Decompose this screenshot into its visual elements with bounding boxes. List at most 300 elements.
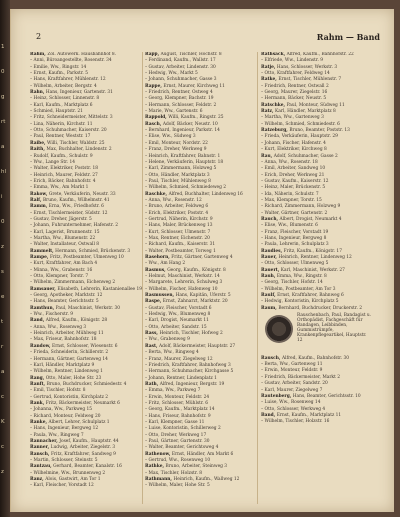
entry-details: – Minna, Ww., Grabenstr. 16	[30, 267, 93, 273]
entry-details: Paul, Maschinist, Werkstr. 30	[55, 305, 120, 311]
margin-mark: 1	[1, 44, 5, 50]
directory-entry	[30, 84, 143, 89]
entry-details: – Walter, Gärtner, Gartenstr. 2	[261, 210, 328, 216]
entry-details: – Anna, Ww., Rosenstr. 12	[145, 197, 202, 203]
entry-details: Josef, Kaufm., Hauptstr. 44	[59, 438, 119, 444]
directory-entry	[30, 344, 143, 349]
entry-details: Paul, Monteur, Südweg 11	[286, 102, 345, 108]
directory-entry	[145, 109, 258, 114]
entry-surname: Raith,	[30, 147, 47, 153]
directory-entry	[145, 166, 258, 171]
entry-surname: Rampe,	[30, 255, 50, 260]
entry-details: – Berta, Ww., Ringweg 4	[145, 350, 199, 356]
entry-details: – Heinrich, Arbeiter, Mühlweg 11	[30, 331, 104, 337]
entry-surname: Ramsauer,	[30, 286, 58, 292]
directory-entry	[30, 115, 143, 120]
entry-details: – Martin, Schlosser, Steinstr. 5	[30, 458, 98, 463]
directory-entry	[145, 204, 258, 209]
entry-details: Ernst, Zahnarzt, Marktstr. 20	[162, 299, 228, 305]
entry-details: – Wilhelm, Tischler, Holzstr. 16	[261, 419, 330, 425]
entry-details: – Frieda, Verkäuferin, Hauptstr. 29	[261, 134, 338, 140]
margin-mark: 0	[1, 69, 5, 75]
entry-details: – Hans, Maler, Brückenweg 13	[145, 223, 213, 229]
entry-surname: Ramthun,	[30, 305, 56, 311]
entry-details: – Karl, Händler, Marktplatz 9	[30, 362, 95, 368]
entry-details: – Hans, Ingenieur, Bergweg 8	[261, 235, 327, 241]
directory-entry	[30, 274, 143, 279]
entry-details: – Karl, Klempner, Gasse 11	[145, 419, 205, 425]
directory-entry	[261, 407, 376, 412]
directory-entry	[30, 439, 143, 444]
directory-entry	[30, 331, 143, 336]
entry-details: – Erwin, Monteur, Feldstr. 24	[145, 394, 210, 400]
directory-entry	[30, 147, 143, 152]
directory-entry	[145, 306, 258, 311]
entry-details: Adolf, Bäcker, Neustr. 10	[162, 121, 218, 127]
margin-mark: i	[1, 194, 3, 200]
page-number: 2	[36, 32, 42, 41]
entry-details: Willi, Kaufm., Ringstr. 25	[168, 115, 224, 121]
entry-details: – Emil, Tischler, Hofstr. 8	[30, 388, 86, 394]
entry-details: – Richard, Kaufm., Kaiserstr. 31	[145, 242, 216, 248]
entry-surname: Rauch,	[261, 216, 280, 222]
directory-entry	[30, 452, 143, 457]
entry-details: Adolf, Schuhmacher, Gasse 2	[273, 153, 338, 159]
directory-entry	[261, 122, 376, 127]
entry-details: – Walter, Elektriker, Poststr. 18	[30, 166, 99, 172]
entry-details: – Gertrud, Kontoristin, Kirchplatz 2	[30, 394, 109, 400]
directory-entry	[145, 71, 258, 76]
entry-details: – Hedwig, Ww., Markt 5	[145, 71, 198, 77]
entry-details: Ludwig, Arbeiter, Ziegelstr. 3	[50, 445, 116, 451]
entry-details: – Emma, Ww., Am Markt 1	[30, 185, 89, 191]
entry-details: – Gustav, Arbeiter, Sandstr. 20	[261, 381, 328, 387]
margin-mark: e	[1, 294, 5, 300]
margin-mark: 0	[1, 219, 5, 225]
entry-details: – Wilhelm, Rentner, Lindenweg 1	[30, 369, 103, 375]
directory-entry	[145, 376, 258, 381]
entry-surname: Rasmussen,	[145, 293, 176, 299]
entry-details: – Helene, Verkäuferin, Hauptstr. 18	[145, 159, 224, 165]
margin-mark: hl	[1, 169, 7, 175]
directory-entry	[30, 318, 143, 323]
entry-details: Hans, Beamter, Gerichtsstr. 10	[292, 393, 361, 399]
entry-details: – Franz, Maurer, Ziegelweg 12	[145, 356, 213, 362]
entry-surname: Rast,	[145, 343, 160, 349]
entry-details: – Otto, Schuhmacher, Kaiserstr. 20	[30, 128, 107, 134]
margin-mark: z	[1, 244, 4, 250]
entry-details: – Ida, Näherin, Schulstr. 7	[261, 191, 319, 197]
directory-entry	[261, 147, 376, 152]
directory-entry	[30, 154, 143, 159]
entry-details: – Walter, Postbeamter, Torweg 1	[145, 248, 216, 254]
directory-entry	[30, 198, 143, 203]
entry-details: – Otto, Händler, Marktplatz 3	[145, 172, 210, 178]
directory-entry	[261, 268, 376, 273]
entry-details: Bruno, Arbeiter, Steinweg 3	[165, 464, 228, 470]
entry-surname: Ratschke,	[261, 102, 287, 108]
directory-entry	[30, 464, 143, 469]
entry-surname: Rau,	[261, 153, 274, 159]
entry-details: – Hans, Friseur, Bahnhofstr. 9	[145, 413, 211, 419]
directory-entry	[145, 154, 258, 159]
entry-details: Fritz, Postbeamter, Ulmenweg 10	[49, 255, 124, 260]
directory-entry	[145, 477, 258, 482]
entry-details: Ernst, Kraftfahrer, Bahnweg 6	[277, 293, 344, 299]
directory-entry	[145, 344, 258, 349]
entry-surname: Ratke,	[261, 77, 279, 83]
entry-surname: Ratzeburg,	[261, 128, 290, 134]
directory-entry	[261, 299, 376, 304]
entry-surname: Raum,	[261, 305, 279, 311]
directory-entry	[145, 236, 258, 241]
directory-entry	[261, 65, 376, 70]
directory-entry	[145, 299, 258, 304]
directory-entry	[145, 103, 258, 108]
directory-entry	[30, 369, 143, 374]
entry-details: – Otto, Schlosser, Werkweg 4	[261, 406, 326, 412]
entry-details: Hans, Ingenieur, Gartenstr. 31	[45, 90, 113, 96]
entry-surname: Ranft,	[30, 381, 47, 387]
entry-details: Heinrich, Tischler, Hofweg 2	[159, 331, 223, 337]
entry-details: – Max, Tischler, Holzstr. 8	[145, 470, 203, 476]
directory-entry	[30, 90, 143, 95]
directory-entry	[261, 223, 376, 228]
directory-entry	[261, 388, 376, 393]
directory-entry	[30, 230, 143, 235]
directory-entry	[261, 84, 376, 89]
entry-details: – Heinrich, Kraftfahrer, Bahnstr. 1	[145, 153, 221, 159]
directory-entry	[145, 458, 258, 463]
directory-entry	[30, 280, 143, 285]
entry-details: Georg, Kaufm., Königstr. 8	[167, 267, 226, 273]
entry-details: – Ww., Lange Str. 14	[30, 159, 75, 165]
directory-entry	[145, 395, 258, 400]
directory-entry	[30, 420, 143, 425]
entry-details: – Martha, Ww., Gartenweg 3	[261, 115, 324, 121]
directory-entry	[145, 173, 258, 178]
directory-entry	[145, 331, 258, 336]
book-spine-edge	[0, 0, 10, 517]
directory-entry	[145, 211, 258, 216]
entry-details: – Johann, Rentner, Lindenplatz 1	[145, 375, 217, 381]
entry-surname: Ratje,	[261, 64, 277, 70]
entry-details: – Heinz, Maler, Brückenstr. 5	[261, 185, 326, 191]
directory-entry	[261, 230, 376, 235]
entry-details: Bruno, Beamter, Poststr. 13	[289, 128, 350, 134]
entry-details: – Otto, Klempner, Torstr. 7	[30, 274, 89, 280]
margin-mark: a	[1, 369, 5, 375]
directory-entry	[261, 77, 376, 82]
margin-mark: c	[1, 394, 5, 400]
entry-surname: Rass,	[145, 331, 160, 337]
entry-details: – Wilhelm, Fischer, Hafenweg 10	[145, 286, 218, 292]
directory-entry	[261, 419, 376, 424]
entry-details: – Wilhelm, Schmied, Schmiedeweg 2	[145, 185, 227, 191]
directory-entry	[30, 160, 143, 165]
entry-details: – Kurt, Schlosser, Ulmenstr. 7	[145, 229, 211, 235]
entry-details: – Paula, Lehrerin, Schulplatz 3	[261, 242, 329, 248]
directory-entry	[145, 445, 258, 450]
entry-details: – Hermann, Schuhmacher, Kirchgasse 5	[145, 369, 234, 375]
entry-details: – Anna, Ww., Rosenweg 3	[30, 324, 87, 330]
entry-details: – Luise, Ww., Rosenweg 14	[261, 400, 321, 406]
directory-entry	[145, 452, 258, 457]
directory-entry	[30, 363, 143, 368]
entry-surname: Rank,	[30, 400, 46, 406]
margin-mark: rt	[1, 119, 6, 125]
directory-entry	[145, 134, 258, 139]
entry-details: – Helmut, Maschinist, Werkstr. 14	[145, 274, 220, 280]
directory-entry	[145, 274, 258, 279]
directory-column-3	[261, 52, 376, 506]
directory-entry	[145, 388, 258, 393]
directory-entry	[145, 122, 258, 127]
directory-entry	[145, 401, 258, 406]
directory-entry	[261, 236, 376, 241]
entry-details: – Johann, Fischer, Hafenstr. 4	[261, 140, 326, 146]
entry-details: – Hedwig, Kontoristin, Kirchplatz 5	[261, 299, 339, 305]
directory-entry	[30, 249, 143, 254]
entry-details: – Martha, Ww., Blumenstr. 22	[30, 235, 96, 241]
entry-details: Karl, Maschinist, Werkstr. 27	[280, 267, 345, 273]
directory-entry	[261, 198, 376, 203]
entry-surname: Ralf,	[30, 197, 43, 203]
entry-details: – Hans, Ingenieur, Bergweg 12	[30, 426, 99, 432]
entry-details: – Wilhelm, Maler, Hohe Str. 5	[145, 483, 210, 489]
entry-details: – Ferdinand, Kaufm., Wallstr. 17	[145, 58, 216, 64]
entry-details: – Fritz, Schneidermeister, Mittelstr. 3	[30, 115, 113, 121]
running-head: Rahm — Band	[316, 32, 380, 42]
directory-entry	[145, 84, 258, 89]
directory-entry	[261, 96, 376, 101]
directory-entry	[261, 141, 376, 146]
directory-entry	[30, 426, 143, 431]
directory-entry	[145, 407, 258, 412]
entry-details: – Erwin, Monteur, Feldstr. 9	[261, 368, 323, 374]
directory-entry	[261, 52, 376, 57]
entry-surname: Raudies,	[261, 248, 284, 254]
entry-surname: Randow,	[30, 343, 53, 349]
entry-details: – Emil, Monteur, Nordstr. 22	[145, 140, 208, 146]
directory-entry	[145, 147, 258, 152]
directory-entry	[261, 356, 376, 361]
entry-surname: Rantzau,	[30, 464, 54, 470]
directory-entry	[145, 483, 258, 488]
entry-details: – Elise, Ww., Blumenstr. 6	[261, 223, 318, 229]
entry-details: – Richard, Monteur, Feldweg 20	[30, 413, 101, 419]
directory-entry	[145, 230, 258, 235]
entry-details: – Johann, Fuhrunternehmer, Hafenstr. 2	[30, 223, 118, 229]
directory-entry	[145, 420, 258, 425]
entry-details: – Gustav, Kaufm., Kaiserstr. 12	[261, 178, 329, 184]
entry-details: – Anna, Ww., Rosenstr. 18	[261, 159, 318, 165]
entry-surname: Ramm,	[30, 204, 49, 210]
directory-entry	[261, 115, 376, 120]
directory-entry	[145, 65, 258, 70]
entry-surname: Rannacher,	[30, 438, 60, 444]
directory-entry	[145, 185, 258, 190]
entry-details: – Luise, Kontoristin, Schillerweg 2	[145, 426, 221, 432]
margin-mark: c	[1, 444, 5, 450]
entry-surname: Raibe,	[30, 140, 47, 146]
directory-entry	[30, 293, 143, 298]
entry-details: – Elise, Ww., Südweg 3	[145, 134, 196, 140]
directory-entry	[30, 58, 143, 63]
entry-details: – Gertrud, Ww., Rosenweg 10	[145, 458, 211, 463]
directory-entry	[30, 433, 143, 438]
directory-entry	[261, 71, 376, 76]
directory-entry	[30, 337, 143, 342]
directory-entry	[145, 96, 258, 101]
entry-details: – Frieda, Schneiderin, Schillerstr. 2	[30, 350, 109, 356]
directory-entry	[145, 350, 258, 355]
directory-entry	[30, 141, 143, 146]
entry-details: – Gustav, Arbeiter, Lindenstr. 30	[145, 64, 216, 70]
entry-details: – Wilhelm, Schmied, Schmiedestr. 6	[261, 121, 340, 127]
entry-details: Alfred, Ingenieur, Bergstr. 19	[159, 381, 225, 387]
entry-details: Ernst, Kaufm., Marktplatz 11	[276, 412, 342, 418]
entry-details: – Karl, Lagerist, Brunnenstr. 15	[30, 229, 100, 235]
entry-details: Bruno, Buchdrucker, Schmiedestr. 4	[46, 381, 127, 387]
directory-entry	[261, 306, 376, 311]
entry-details: – Max, Rentner, Eichenstr. 20	[145, 235, 210, 241]
entry-details: Alois, Gastwirt, Am Tor 1	[45, 477, 101, 483]
entry-details: – Otto, Dreher, Werkweg 17	[145, 432, 207, 438]
entry-details: – Berta, Ww., Gartenweg 11	[261, 362, 323, 368]
page-header	[36, 32, 380, 44]
entry-details: – Ernst, Tischlermeister, Südstr. 12	[30, 210, 108, 216]
directory-entry	[145, 249, 258, 254]
directory-entry	[261, 179, 376, 184]
entry-surname: Ranke,	[30, 419, 49, 425]
entry-surname: Rath,	[145, 381, 160, 387]
entry-details: Willi, Tischler, Waldstr. 25	[47, 140, 105, 146]
entry-surname: Rappe,	[145, 83, 164, 89]
entry-details: – Georg, Maurer, Ziegelstr. 16	[261, 90, 328, 96]
entry-surname: Raulf,	[261, 293, 278, 299]
entry-details: – Friedrich, Rentner, Ostwall 2	[261, 83, 329, 89]
directory-entry	[145, 325, 258, 330]
entry-surname: Ranz,	[30, 477, 46, 483]
entry-surname: Rasmus,	[145, 267, 168, 273]
directory-entry	[261, 394, 376, 399]
directory-entry	[30, 471, 143, 476]
directory-entry	[145, 128, 258, 133]
entry-details: – Wilhelmine, Ww., Brunnenweg 2	[30, 470, 106, 476]
directory-entry	[30, 483, 143, 488]
directory-entry	[30, 65, 143, 70]
directory-entry	[261, 249, 376, 254]
entry-details: – Elfriede, Ww., Lindenstr. 9	[261, 58, 323, 64]
directory-entry	[145, 261, 258, 266]
entry-details: – Hans, Kraftfahrer, Mühlenstr. 12	[30, 77, 106, 83]
directory-entry	[30, 179, 143, 184]
entry-details: Emma, Ww., Ringstr. 8	[276, 274, 327, 280]
directory-entry	[261, 280, 376, 285]
directory-entry	[261, 204, 376, 209]
entry-details: – Hedwig, Ww., Blumenweg 8	[145, 312, 211, 318]
directory-entry	[261, 368, 376, 373]
entry-details: Bruno, Kaufm., Wilhelmstr. 41	[42, 197, 110, 203]
directory-entry	[145, 52, 258, 57]
directory-entry	[30, 312, 143, 317]
entry-surname: Rauh,	[261, 274, 277, 280]
entry-details: – Gertrud, Näherin, Kirchstr. 9	[145, 216, 213, 222]
entry-details: – Ww., Am Hang 2	[145, 261, 186, 267]
entry-details: Bernhard, Buchdrucker, Druckerstr. 2	[278, 305, 362, 311]
entry-details: – Karl, Maurer, Ziegelweg 7	[261, 387, 323, 393]
directory-entry	[30, 350, 143, 355]
entry-details: – Kurt, Elektriker, Kirchweg 8	[261, 147, 327, 153]
entry-details: – Schmied, Hauptstr. 21	[30, 109, 83, 115]
entry-details: Ernst, Schlosser, Wiesenstr. 6	[52, 343, 118, 349]
entry-details: Karl, Händler, Marktplatz 8	[275, 109, 336, 115]
entry-details: – Johanna, Ww., Parkweg 15	[30, 407, 93, 413]
directory-entry	[261, 217, 376, 222]
directory-entry	[30, 382, 143, 387]
entry-surname: Ransch,	[30, 451, 51, 457]
entry-surname: Ranner,	[30, 445, 51, 451]
entry-details: Gerhard, Beamter, Kanalstr. 16	[53, 464, 122, 470]
directory-entry	[145, 268, 258, 273]
entry-details: – Friedrich, Rentner, Ostweg 4	[145, 90, 213, 96]
entry-details: – Richard, Zimmermann, Holzweg 9	[261, 204, 341, 210]
directory-entry	[261, 58, 376, 63]
directory-entry	[261, 413, 376, 418]
directory-entry	[30, 458, 143, 463]
entry-surname: Rand,	[30, 318, 46, 324]
entry-surname: Ratz,	[261, 109, 276, 115]
entry-details: Fritz, Kraftfahrer, Sandweg 9	[50, 451, 116, 457]
entry-surname: Rausch,	[261, 355, 282, 361]
entry-details: – Georg, Kaufm., Marktplatz 14	[145, 407, 215, 413]
advertisement-text: Rauschenbach, Paul, Bandagist u. Orthopädist, Fachgeschäft für Bandagen, Leibbinden, Gummistrümpfe, Krankenpflegeartikel, Hauptstr. 12	[297, 312, 372, 343]
directory-entry	[30, 109, 143, 114]
entry-details: Grete, Verkäuferin, Neustr. 33	[48, 191, 116, 197]
directory-entry	[30, 268, 143, 273]
directory-entry	[145, 77, 258, 82]
directory-entry	[145, 198, 258, 203]
directory-entry	[30, 325, 143, 330]
entry-details: – Emilie, Ww., Ringstr. 14	[30, 64, 87, 70]
entry-details: Alfred, Kaufm., Bahnhofstr. 30	[281, 355, 350, 361]
entry-details: Ernst, Händler, Am Markt 6	[171, 451, 234, 457]
entry-details: – Ww., Fischerstr. 9	[30, 312, 73, 318]
directory-entry	[30, 388, 143, 393]
entry-details: – Karl, Fleischer, Vorstadt 12	[30, 483, 94, 489]
directory-entry	[30, 376, 143, 381]
directory-entry	[145, 217, 258, 222]
entry-details: – Erich, Elektriker, Poststr. 4	[145, 210, 209, 216]
margin-mark: s	[1, 269, 4, 275]
directory-entry	[30, 223, 143, 228]
entry-surname: Raspe,	[145, 299, 163, 305]
entry-details: August, Tischler, Hochstr. 8	[160, 52, 222, 57]
entry-details: – Walter, Beamter, Gerichtsweg 4	[145, 445, 219, 451]
margin-mark: t	[1, 319, 4, 325]
entry-details: – Heinrich, Maurer, Feldstr. 27	[30, 172, 98, 178]
entry-details: – Ernst, Kaufm., Parkstr. 5	[30, 71, 88, 77]
entry-details: – Otto, Arbeiter, Sandstr. 15	[145, 324, 207, 330]
entry-surname: Raschke,	[145, 191, 169, 197]
directory-entry	[261, 160, 376, 165]
advertisement	[261, 313, 373, 353]
directory-entry	[145, 90, 258, 95]
entry-details: – Georg, Apotheker, Marktstr. 12	[30, 293, 103, 299]
directory-entry	[30, 477, 143, 482]
entry-surname: Rathmann,	[145, 477, 174, 483]
